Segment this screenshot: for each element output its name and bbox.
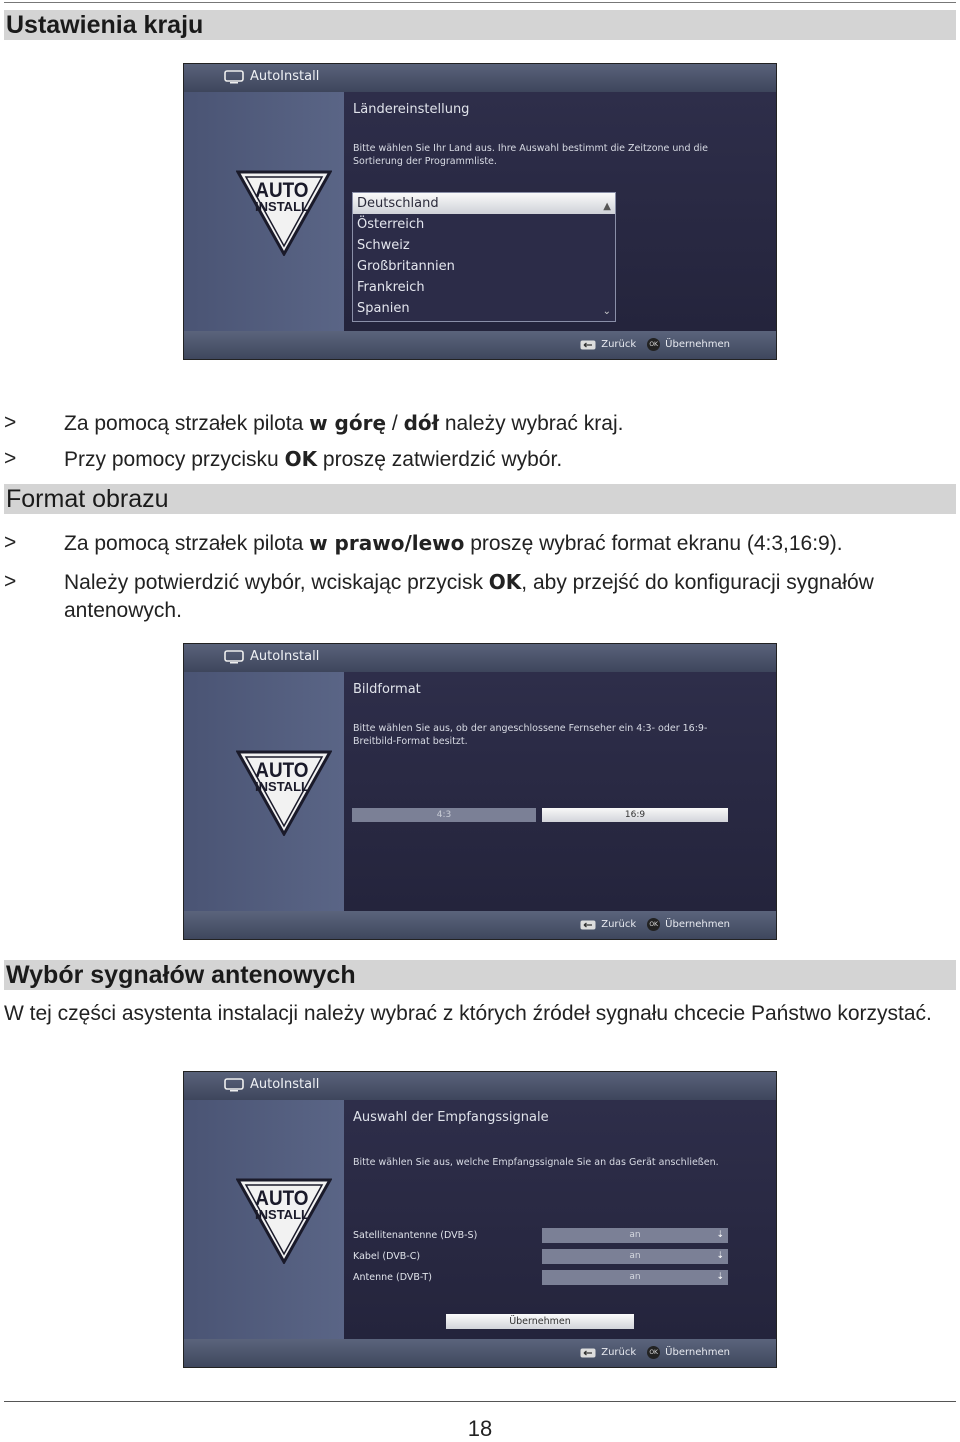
apply-label[interactable]: Übernehmen — [665, 1347, 730, 1358]
signal-select-sat[interactable]: an ⇣ — [542, 1228, 728, 1243]
svg-text:INSTALL: INSTALL — [255, 199, 309, 214]
dropdown-arrow-icon[interactable]: ⇣ — [716, 1230, 724, 1240]
back-icon[interactable] — [580, 340, 596, 350]
back-icon[interactable] — [580, 1348, 596, 1358]
chevron-down-icon[interactable]: ⌄ — [602, 306, 611, 317]
ok-icon[interactable]: OK — [647, 1346, 660, 1359]
signal-select-cable[interactable]: an ⇣ — [542, 1249, 728, 1264]
apply-label[interactable]: Übernehmen — [665, 339, 730, 350]
dropdown-arrow-icon[interactable]: ⇣ — [716, 1272, 724, 1282]
tv-titlebar — [184, 644, 776, 672]
country-item[interactable]: Schweiz — [357, 238, 410, 253]
country-list[interactable] — [352, 192, 616, 322]
dropdown-arrow-icon[interactable]: ⇣ — [716, 1251, 724, 1261]
signal-select-antenna[interactable]: an ⇣ — [542, 1270, 728, 1285]
country-item[interactable]: Frankreich — [357, 280, 425, 295]
tv-title: AutoInstall — [250, 1077, 320, 1092]
top-rule — [4, 2, 956, 3]
left-panel — [184, 1100, 344, 1339]
section-title-signals: Wybór sygnałów antenowych — [4, 960, 956, 990]
screen-description: Bitte wählen Sie aus, ob der angeschlossene Fernseher ein 4:3- oder 16:9-Breitbild-Format besitzt. — [353, 723, 708, 747]
page-number: 18 — [467, 1416, 493, 1441]
main-panel — [344, 1100, 776, 1339]
auto-install-logo — [236, 750, 332, 836]
tv-icon — [224, 1078, 244, 1092]
tv-titlebar — [184, 1072, 776, 1100]
back-label[interactable]: Zurück — [601, 919, 637, 930]
ok-icon[interactable]: OK — [647, 338, 660, 351]
tv-icon — [224, 650, 244, 664]
tv-screen-country — [183, 63, 777, 360]
ok-icon[interactable]: OK — [647, 918, 660, 931]
svg-text:AUTO: AUTO — [255, 759, 309, 783]
format-option-16-9[interactable]: 16:9 — [542, 808, 728, 822]
signals-paragraph: W tej części asystenta instalacji należy wybrać z których źródeł sygnału chcecie Państwo korzystać. — [4, 1002, 932, 1025]
back-label[interactable]: Zurück — [601, 1347, 637, 1358]
country-item[interactable]: Österreich — [357, 217, 425, 232]
section-title-country: Ustawienia kraju — [4, 10, 956, 40]
screen-heading: Auswahl der Empfangssignale — [353, 1110, 549, 1125]
apply-label[interactable]: Übernehmen — [665, 919, 730, 930]
left-panel — [184, 672, 344, 911]
signal-label-sat: Satellitenantenne (DVB-S) — [353, 1230, 478, 1241]
main-panel — [344, 92, 776, 331]
tv-footer — [184, 911, 776, 939]
screen-description: Bitte wählen Sie Ihr Land aus. Ihre Auswahl bestimmt die Zeitzone und die Sortierung der Programmliste. — [353, 143, 709, 167]
svg-text:AUTO: AUTO — [255, 1187, 309, 1211]
auto-install-logo — [236, 170, 332, 256]
tv-footer — [184, 1339, 776, 1367]
main-panel — [344, 672, 776, 911]
svg-text:INSTALL: INSTALL — [255, 779, 309, 794]
screen-heading: Ländereinstellung — [353, 102, 470, 117]
section-title-format: Format obrazu — [4, 484, 956, 514]
tv-icon — [224, 70, 244, 84]
tv-screen-signals — [183, 1071, 777, 1368]
country-item[interactable]: Spanien ⌄ — [353, 298, 615, 319]
svg-text:INSTALL: INSTALL — [255, 1207, 309, 1222]
screen-heading: Bildformat — [353, 682, 421, 697]
tv-footer — [184, 331, 776, 359]
format-option-4-3[interactable]: 4:3 — [352, 808, 536, 822]
tv-titlebar — [184, 64, 776, 92]
country-item[interactable]: Großbritannien — [357, 259, 455, 274]
chevron-up-icon[interactable]: ▲ — [603, 201, 611, 212]
apply-button[interactable]: Übernehmen — [446, 1314, 634, 1329]
back-icon[interactable] — [580, 920, 596, 930]
signal-label-antenna: Antenne (DVB-T) — [353, 1272, 432, 1283]
bottom-rule — [4, 1401, 956, 1402]
svg-text:AUTO: AUTO — [255, 179, 309, 203]
country-item[interactable]: Deutschland ▲ — [353, 193, 615, 214]
tv-title: AutoInstall — [250, 69, 320, 84]
tv-title: AutoInstall — [250, 649, 320, 664]
auto-install-logo — [236, 1178, 332, 1264]
tv-screen-format — [183, 643, 777, 940]
screen-description: Bitte wählen Sie aus, welche Empfangssignale Sie an das Gerät anschließen. — [353, 1157, 719, 1168]
left-panel — [184, 92, 344, 331]
back-label[interactable]: Zurück — [601, 339, 637, 350]
signal-label-cable: Kabel (DVB-C) — [353, 1251, 421, 1262]
